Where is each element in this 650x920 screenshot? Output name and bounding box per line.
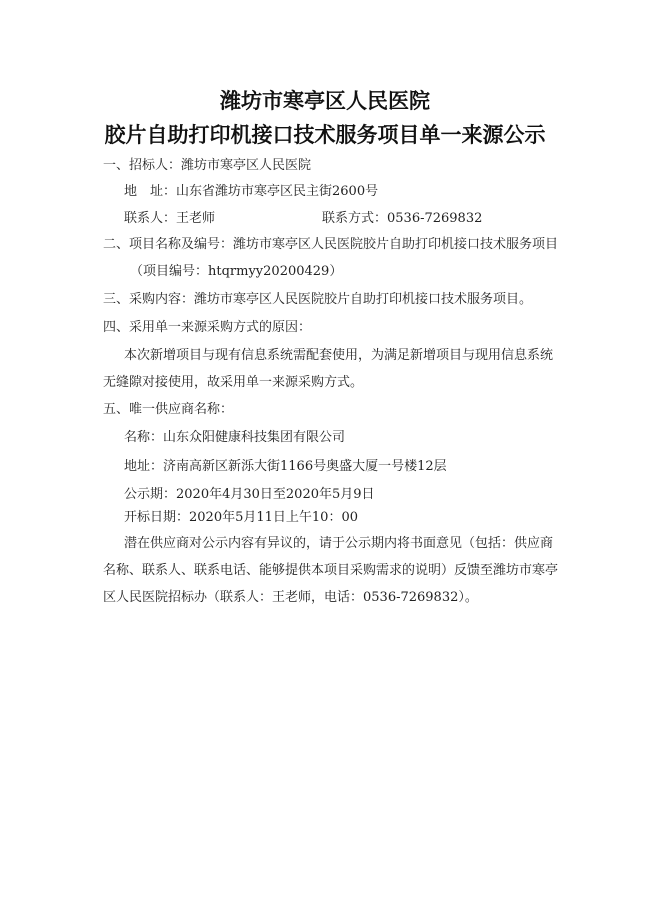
supplier-name: 名称：山东众阳健康科技集团有限公司: [124, 430, 346, 445]
supplier-address: 地址：济南高新区新泺大街1166号奥盛大厦一号楼12层: [124, 459, 447, 474]
section-1-heading: 一、招标人：潍坊市寒亭区人民医院: [103, 158, 312, 173]
document-title-hospital: 潍坊市寒亭区人民医院: [220, 88, 430, 113]
section-2-heading: 二、项目名称及编号：潍坊市寒亭区人民医院胶片自助打印机接口技术服务项目: [103, 237, 559, 252]
section-3-heading: 三、采购内容：潍坊市寒亭区人民医院胶片自助打印机接口技术服务项目。: [103, 292, 533, 307]
project-code: （项目编号：htqrmyy20200429）: [130, 264, 343, 279]
objection-note-line-3: 区人民医院招标办（联系人：王老师，电话：0536-7269832）。: [103, 590, 478, 605]
section-4-heading: 四、采用单一来源采购方式的原因：: [103, 320, 312, 335]
document-title-project: 胶片自助打印机接口技术服务项目单一来源公示: [104, 122, 546, 147]
tenderer-phone: 联系方式：0536-7269832: [322, 211, 483, 226]
objection-note-line-1: 潜在供应商对公示内容有异议的，请于公示期内将书面意见（包括：供应商: [124, 536, 554, 551]
tenderer-contact: 联系人：王老师: [124, 211, 216, 226]
reason-paragraph-line-2: 无缝隙对接使用，故采用单一来源采购方式。: [103, 375, 364, 390]
bid-opening-date: 开标日期：2020年5月11日上午10：00: [124, 510, 358, 525]
section-5-heading: 五、唯一供应商名称：: [103, 402, 234, 417]
tenderer-address: 地 址：山东省潍坊市寒亭区民主街2600号: [124, 184, 379, 199]
objection-note-line-2: 名称、联系人、联系电话、能够提供本项目采购需求的说明）反馈至潍坊市寒亭: [103, 563, 559, 578]
publicity-period: 公示期：2020年4月30日至2020年5月9日: [124, 487, 375, 502]
reason-paragraph-line-1: 本次新增项目与现有信息系统需配套使用，为满足新增项目与现用信息系统: [124, 348, 554, 363]
